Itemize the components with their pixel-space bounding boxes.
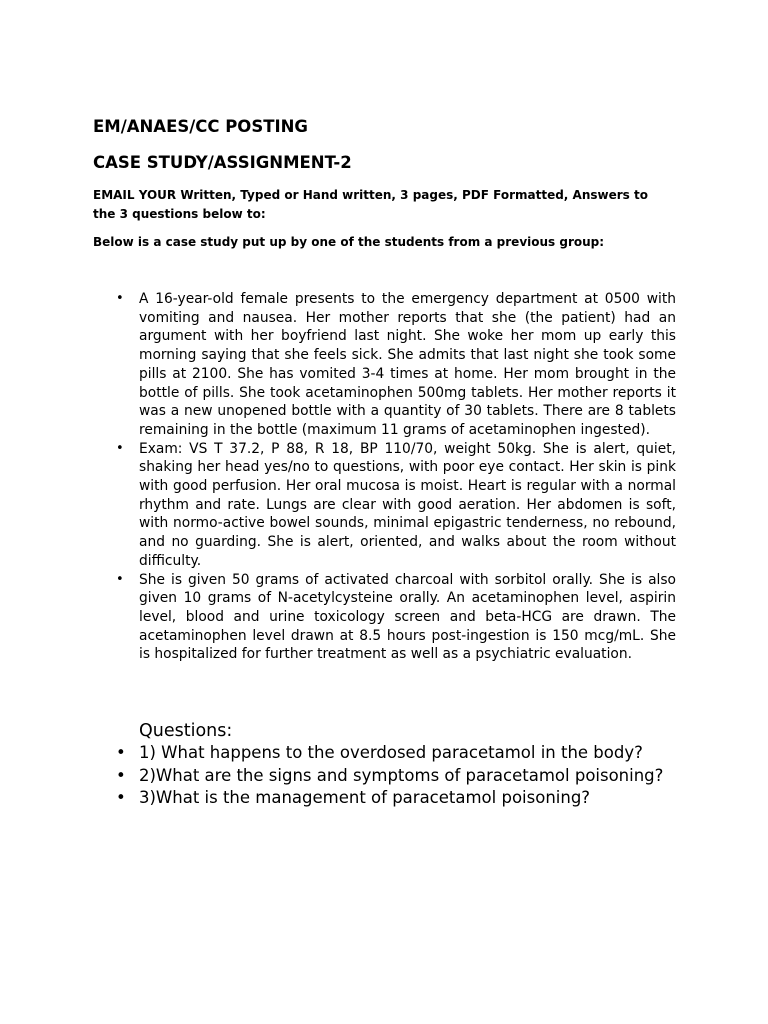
bullet-icon: •	[116, 743, 126, 762]
case-point-text: She is given 50 grams of activated charcoal with sorbitol orally. She is also given 10 grams of N-acetylcysteine orally. An acetaminophen level, aspirin level, blood and urine toxicology screen and beta-HCG are drawn. The acetaminophen level drawn at 8.5 hours post-ingestion is 150 mcg/mL. She is hospitalized for further treatment as well as a psychiatric evaluation.	[139, 571, 676, 663]
case-point	[116, 290, 676, 440]
case-point-text: A 16-year-old female presents to the emergency department at 0500 with vomiting and nausea. Her mother reports that she (the patient) had an argument with her boyfriend last night. She woke her mom up early this morning saying that she feels sick. She admits that last night she took some pills at 2100. She has vomited 3-4 times at home. Her mom brought in the bottle of pills. She took acetaminophen 500mg tablets. Her mother reports it was a new unopened bottle with a quantity of 30 tablets. There are 8 tablets remaining in the bottle (maximum 11 grams of acetaminophen ingested).	[139, 291, 676, 438]
question-text: 1) What happens to the overdosed paracetamol in the body?	[139, 743, 643, 762]
question-item	[116, 787, 716, 810]
question-item	[116, 742, 716, 765]
bullet-icon: •	[116, 291, 124, 306]
document-title: EM/ANAES/CC POSTING	[93, 117, 308, 136]
question-text: 3)What is the management of paracetamol poisoning?	[139, 788, 591, 807]
bullet-icon: •	[116, 765, 126, 785]
questions-list	[116, 742, 716, 810]
case-point-text: Exam: VS T 37.2, P 88, R 18, BP 110/70, weight 50kg. She is alert, quiet, shaking her head yes/no to questions, with poor eye contact. Her skin is pink with good perfusion. Her oral mucosa is moist. Heart is regular with a normal rhythm and rate. Lungs are clear with good aeration. Her abdomen is soft, with normo-active bowel sounds, minimal epigastric tenderness, no rebound, and no guarding. She is alert, oriented, and walks about the room without difficulty.	[139, 440, 676, 569]
case-point	[116, 440, 676, 571]
questions-heading: Questions:	[139, 721, 233, 741]
document-subtitle: CASE STUDY/ASSIGNMENT-2	[93, 153, 352, 172]
intro-text: Below is a case study put up by one of the students from a previous group:	[93, 235, 605, 249]
bullet-icon: •	[116, 788, 126, 807]
case-study-list	[116, 290, 676, 664]
case-point	[116, 571, 676, 665]
instructions-text: EMAIL YOUR Written, Typed or Hand written, 3 pages, PDF Formatted, Answers to the 3 questions below to:	[93, 188, 648, 221]
bullet-icon: •	[116, 440, 124, 456]
question-item	[116, 765, 716, 788]
question-text: 2)What are the signs and symptoms of paracetamol poisoning?	[139, 765, 664, 785]
bullet-icon: •	[116, 571, 124, 587]
